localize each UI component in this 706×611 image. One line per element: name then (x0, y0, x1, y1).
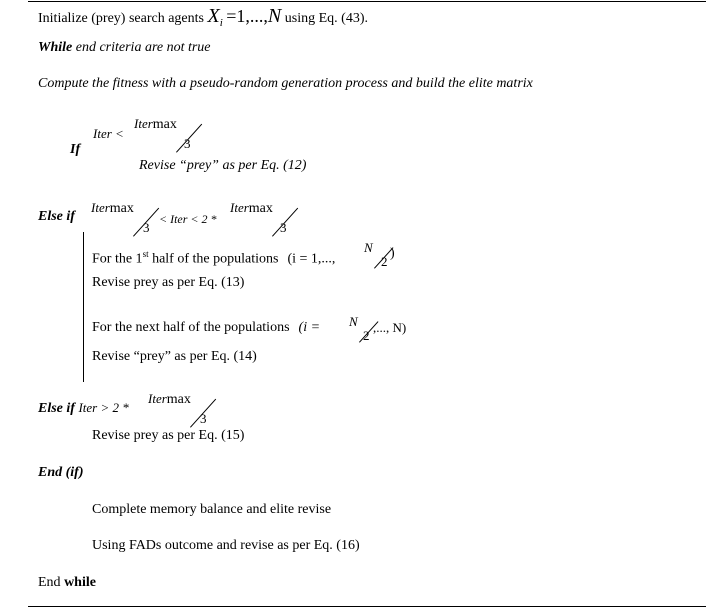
bottom-rule (28, 606, 706, 607)
elseif1-frac1-denominator: 3 (143, 220, 150, 235)
first-half-fraction (364, 240, 396, 270)
first-half-text-post: half of the populations (152, 251, 279, 267)
if-fraction (134, 112, 204, 152)
next-half-text: For the next half of the populations (92, 320, 290, 335)
eq14-line: Revise “prey” as per Eq. (14) (92, 349, 257, 364)
first-half-text-pre: For the 1 (92, 251, 143, 267)
elseif2-frac-numerator: Iter (148, 391, 167, 406)
init-x-symbol: X (207, 5, 220, 27)
next-half-range-pre: (i = (298, 320, 321, 335)
elseif1-frac1-subscript: max (109, 201, 134, 216)
endif-keyword: End (if) (38, 465, 84, 480)
init-eq-ref: using Eq. (43). (284, 11, 368, 26)
while-line (38, 40, 211, 56)
init-x-subscript: i (219, 17, 223, 29)
next-half-fraction (349, 314, 373, 344)
block-bracket (83, 232, 84, 382)
init-line (38, 5, 368, 29)
first-half-close-paren: ) (390, 246, 395, 261)
next-half-range-post: ,..., N) (373, 320, 407, 335)
first-half-frac-denominator: 2 (381, 254, 388, 269)
init-range: =1,..., (226, 6, 268, 26)
first-half-frac-numerator: N (364, 240, 373, 255)
elseif2-frac-subscript: max (166, 392, 191, 407)
elseif2-condition: Iter > 2 * (78, 400, 129, 415)
next-half-frac-numerator: N (349, 314, 358, 329)
eq15-line: Revise prey as per Eq. (15) (92, 428, 245, 443)
elseif1-frac1-numerator: Iter (91, 200, 110, 215)
elseif1-fraction-2 (230, 196, 300, 236)
next-half-frac-denominator: 2 (363, 328, 370, 343)
memory-line: Complete memory balance and elite revise (92, 502, 332, 517)
elseif2-line (38, 400, 129, 417)
if-frac-numerator: Iter (134, 116, 153, 131)
fads-line: Using FADs outcome and revise as per Eq. (16) (92, 538, 360, 553)
elseif2-fraction (148, 387, 218, 427)
elseif1-fraction-1 (91, 196, 161, 236)
while-condition: end criteria are not true (75, 40, 211, 55)
endwhile-end: End (38, 575, 61, 590)
if-action: Revise “prey” as per Eq. (12) (139, 158, 307, 173)
if-frac-subscript: max (152, 117, 177, 132)
elseif1-frac2-numerator: Iter (230, 200, 249, 215)
first-half-line (92, 246, 335, 268)
top-rule (28, 1, 706, 2)
elseif1-keyword: Else if (38, 209, 75, 224)
first-half-superscript: st (142, 249, 149, 259)
compute-line: Compute the fitness with a pseudo-random generation process and build the elite matrix (38, 76, 533, 91)
elseif1-frac2-denominator: 3 (280, 220, 287, 235)
if-condition-iter: Iter < (93, 126, 124, 141)
endwhile-while: while (64, 575, 96, 590)
elseif2-keyword: Else if (38, 401, 75, 416)
endwhile-line (38, 575, 96, 591)
eq13-line: Revise prey as per Eq. (13) (92, 275, 245, 290)
while-keyword: While (38, 40, 73, 55)
first-half-range: (i = 1,..., (287, 251, 336, 267)
init-n-symbol: N (267, 5, 282, 27)
elseif2-frac-denominator: 3 (200, 411, 207, 426)
init-text: Initialize (prey) search agents (38, 11, 204, 26)
if-keyword: If (70, 142, 81, 157)
next-half-line (92, 320, 320, 336)
elseif1-frac2-subscript: max (248, 201, 273, 216)
elseif1-middle: < Iter < 2 * (159, 212, 217, 226)
if-frac-denominator: 3 (184, 136, 191, 151)
